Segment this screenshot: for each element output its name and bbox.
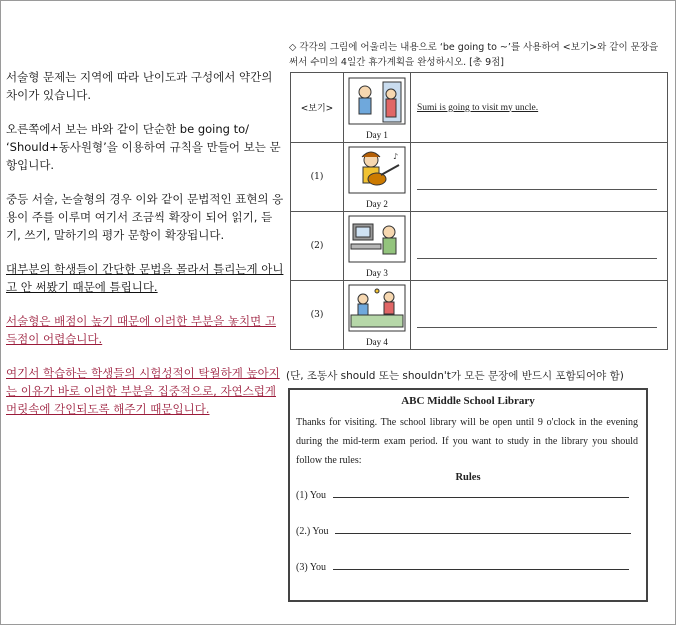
table-row (291, 143, 668, 212)
answer-cell (411, 212, 668, 281)
table-row (291, 73, 668, 143)
rule-line-2 (296, 526, 631, 537)
rule-number: (3) (296, 562, 308, 573)
rules-heading: Rules (455, 472, 481, 483)
answer-line[interactable] (417, 188, 657, 190)
commentary-paragraph-1: 서술형 문제는 지역에 따라 난이도과 구성에서 약간의 차이가 있습니다. (6, 70, 273, 102)
day-label: Day 4 (366, 337, 388, 347)
rule-answer-line[interactable] (333, 568, 629, 570)
rule-subject: You (309, 562, 327, 573)
day-label: Day 2 (366, 199, 388, 209)
day-label: Day 1 (366, 130, 388, 140)
row-label: (1) (291, 143, 344, 212)
rule-answer-line[interactable] (333, 496, 629, 498)
picture-cell (344, 143, 411, 212)
rule-answer-line[interactable] (335, 532, 631, 534)
computer-illustration (347, 214, 407, 264)
commentary-paragraph-5: 서술형은 배점이 높기 때문에 이러한 부분을 놓치면 고득점이 어렵습니다. (6, 314, 276, 346)
row-label: (2) (291, 212, 344, 281)
rule-number: (1) (296, 490, 308, 501)
answer-line[interactable] (417, 257, 657, 259)
picture-cell (344, 73, 411, 143)
worksheet-instruction: ◇ 각각의 그림에 어울리는 내용으로 ‘be going to ~’를 사용하여 <보기>와 같이 문장을 써서 수미의 4일간 휴가계획을 완성하시오. [총 9점] (289, 42, 659, 68)
guitar-illustration (347, 145, 407, 195)
answer-cell (411, 281, 668, 350)
rule-line-3 (296, 562, 629, 573)
row-label: <보기> (291, 73, 344, 143)
rule-line-1 (296, 490, 629, 501)
condition-note: (단, 조동사 should 또는 shouldn't가 모든 문장에 반드시 포함되어야 함) (286, 370, 624, 382)
picture-cell (344, 212, 411, 281)
row-label: (3) (291, 281, 344, 350)
library-title: ABC Middle School Library (401, 395, 535, 407)
tennis-illustration (347, 283, 407, 333)
rule-subject: You (309, 490, 327, 501)
commentary-paragraph-4: 대부분의 학생들이 간단한 문법을 몰라서 틀리는게 아니고 안 써봤기 때문에 틀립니다. (6, 262, 284, 294)
sample-answer: Sumi is going to visit my uncle. (417, 102, 539, 113)
visit-uncle-illustration (347, 76, 407, 126)
answer-cell (411, 73, 668, 143)
table-row (291, 281, 668, 350)
svg-text:♪: ♪ (393, 152, 399, 161)
rule-number: (2.) (296, 526, 311, 537)
picture-cell (344, 281, 411, 350)
commentary-paragraph-2: 오른쪽에서 보는 바와 같이 단순한 be going to/ ‘Should+동사원형’을 이용하여 규칙을 만들어 보는 문항입니다. (6, 122, 281, 172)
answer-line[interactable] (417, 326, 657, 328)
commentary-column (6, 68, 284, 434)
answer-cell (411, 143, 668, 212)
library-notice: Thanks for visiting. The school library will be open until 9 o'clock in the evening during the mid-term exam period. If you want to study in the library you should follow the rules: (296, 417, 638, 466)
rule-subject: You (312, 526, 329, 537)
day-label: Day 3 (366, 268, 388, 278)
library-rules-box (288, 388, 648, 602)
table-row (291, 212, 668, 281)
commentary-paragraph-6: 여기서 학습하는 학생들의 시험성적이 탁월하게 높아지는 이유가 바로 이러한 부분을 집중적으로, 자연스럽게 머릿속에 각인되도록 해주기 때문입니다. (6, 366, 280, 416)
commentary-paragraph-3: 중등 서술, 논술형의 경우 이와 같이 문법적인 표현의 응용이 주를 이루며 여기서 조금씩 확장이 되어 읽기, 듣기, 쓰기, 말하기의 평가 문항이 확장됩니다. (6, 192, 284, 242)
vacation-plan-table (290, 72, 668, 350)
